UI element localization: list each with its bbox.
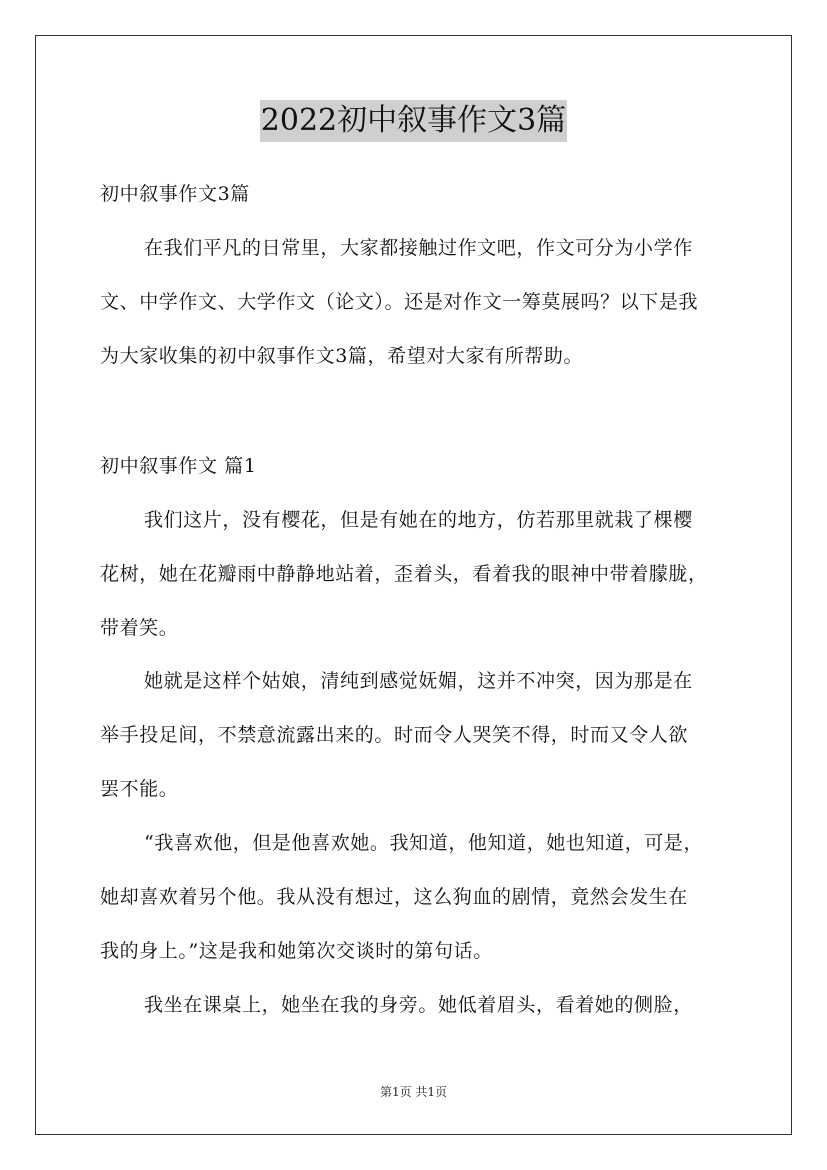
paragraph-line: 为大家收集的初中叙事作文3篇，希望对大家有所帮助。 [100,345,584,367]
section-heading-essay-1: 初中叙事作文 篇1 [100,455,257,477]
paragraph-line: 花树，她在花瓣雨中静静地站着，歪着头，看着我的眼神中带着朦胧， [100,563,708,585]
paragraph-line: 罢不能。 [100,778,179,800]
paragraph-line: 她却喜欢着另个他。我从没有想过，这么狗血的剧情，竟然会发生在 [100,886,689,908]
paragraph-line: 文、中学作文、大学作文（论文）。还是对作文一筹莫展吗？以下是我 [100,291,699,313]
paragraph-line: “我喜欢他，但是他喜欢她。我知道，他知道，她也知道，可是， [144,832,704,854]
paragraph-line: 她就是这样个姑娘，清纯到感觉妩媚，这并不冲突，因为那是在 [144,670,693,692]
document-title-text: 2022初中叙事作文3篇 [260,100,567,142]
paragraph-line: 我坐在课桌上，她坐在我的身旁。她低着眉头，看着她的侧脸， [144,994,693,1016]
paragraph-line: 举手投足间，不禁意流露出来的。时而令人哭笑不得，时而又令人欲 [100,724,689,746]
paragraph-line: 带着笑。 [100,617,179,639]
paragraph-line: 在我们平凡的日常里，大家都接触过作文吧，作文可分为小学作 [144,237,693,259]
paragraph-line: 我的身上。”这是我和她第次交谈时的第句话。 [100,940,493,962]
page-footer: 第1页 共1页 [379,1085,448,1099]
section-heading-intro: 初中叙事作文3篇 [100,183,250,205]
paragraph-line: 我们这片，没有樱花，但是有她在的地方，仿若那里就栽了棵樱 [144,509,693,531]
document-title [0,100,827,142]
